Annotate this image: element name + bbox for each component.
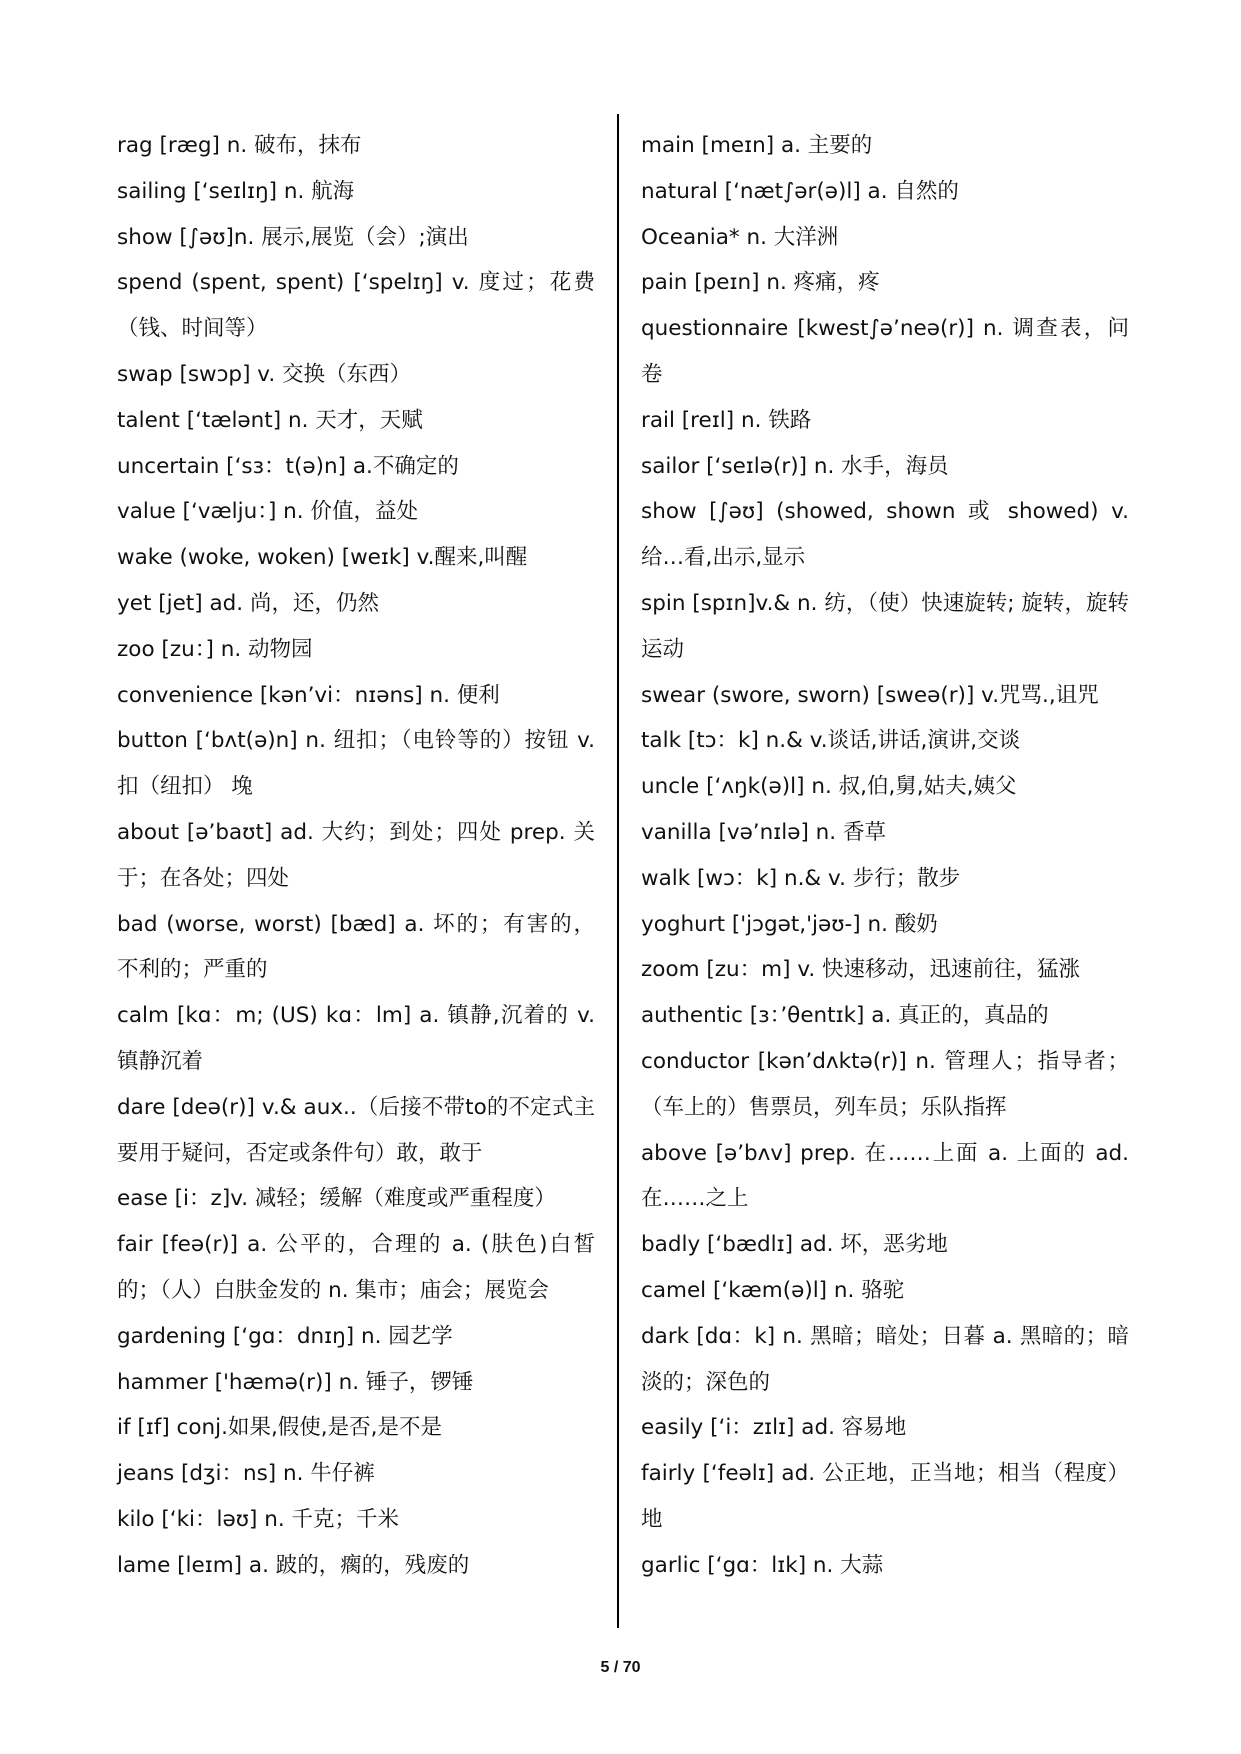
- vocab-entry: dark [dɑ：k] n. 黑暗；暗处；日暮 a. 黑暗的；暗淡的；深色的: [641, 1323, 1129, 1395]
- vocab-entry: uncle [‘ʌŋk(ə)l] n. 叔,伯,舅,姑夫,姨父: [641, 774, 1017, 800]
- vocab-entry: dare [deə(r)] v.& aux..（后接不带to的不定式主要用于疑问，否定或条件句）敢，敢于: [117, 1094, 595, 1166]
- right-column: [641, 123, 1129, 1589]
- vocab-entry: Oceania* n. 大洋洲: [641, 224, 839, 250]
- vocab-entry: swear (swore, sworn) [sweə(r)] v.咒骂.,诅咒: [641, 682, 1099, 708]
- vocab-entry: wake (woke, woken) [weɪk] v.醒来,叫醒: [117, 545, 528, 571]
- vocab-entry: show [∫əʊ] (showed, shown 或 showed) v. 给…看,出示,显示: [641, 499, 1129, 571]
- vocab-entry: vanilla [və’nɪlə] n. 香草: [641, 819, 886, 845]
- vocab-entry: bad (worse, worst) [bæd] a. 坏的；有害的，不利的；严重的: [117, 911, 595, 983]
- vocab-entry: hammer ['hæmə(r)] n. 锤子，锣锤: [117, 1369, 474, 1395]
- vocab-entry: button [‘bʌt(ə)n] n. 纽扣；（电铃等的）按钮 v. 扣（纽扣） 堍: [117, 728, 595, 800]
- vocab-entry: show [∫əʊ]n. 展示,展览（会）;演出: [117, 224, 469, 250]
- vocab-entry: fair [feə(r)] a. 公平的，合理的 a. (肤色)白皙的；（人）白肤金发的 n. 集市；庙会；展览会: [117, 1232, 595, 1303]
- vocab-entry: gardening [‘gɑ：dnɪŋ] n. 园艺学: [117, 1323, 453, 1349]
- vocab-entry: authentic [ɜ：’θentɪk] a. 真正的，真品的: [641, 1003, 1049, 1029]
- vocab-entry: camel [‘kæm(ə)l] n. 骆驼: [641, 1277, 905, 1303]
- vocab-entry: garlic [‘gɑ：lɪk] n. 大蒜: [641, 1552, 884, 1578]
- vocab-entry: yet [jet] ad. 尚，还，仍然: [117, 590, 379, 616]
- vocab-entry: talent [‘tælənt] n. 天才，天赋: [117, 407, 423, 433]
- vocab-entry: rail [reɪl] n. 铁路: [641, 407, 812, 433]
- page-number: 5 / 70: [600, 1659, 641, 1676]
- vocab-entry: zoom [zu：m] v. 快速移动，迅速前往，猛涨: [641, 957, 1081, 983]
- vocab-entry: value [‘vælju：] n. 价值，益处: [117, 499, 418, 525]
- vocab-entry: pain [peɪn] n. 疼痛，疼: [641, 270, 880, 296]
- vocab-entry: convenience [kən’vi：nɪəns] n. 便利: [117, 682, 500, 708]
- vocab-entry: walk [wɔ：k] n.& v. 步行；散步: [641, 865, 961, 891]
- vocab-entry: swap [swɔp] v. 交换（东西）: [117, 361, 412, 387]
- vocab-entry: zoo [zu：] n. 动物园: [117, 636, 313, 662]
- vocab-entry: questionnaire [kwest∫ə’neə(r)] n. 调查表，问卷: [641, 316, 1129, 387]
- vocab-entry: fairly [‘feəlɪ] ad. 公正地，正当地；相当（程度）地: [641, 1461, 1129, 1532]
- vocab-entry: about [ə’baʊt] ad. 大约；到处；四处 prep. 关于；在各处；四处: [117, 819, 595, 891]
- vocab-entry: badly [‘bædlɪ] ad. 坏，恶劣地: [641, 1232, 948, 1258]
- vocab-entry: above [ə’bʌv] prep. 在……上面 a. 上面的 ad. 在……之上: [641, 1140, 1129, 1212]
- vocab-entry: main [meɪn] a. 主要的: [641, 133, 873, 158]
- vocab-entry: easily [‘i：zɪlɪ] ad. 容易地: [641, 1415, 907, 1441]
- vocab-entry: natural [‘næt∫ər(ə)l] a. 自然的: [641, 178, 959, 204]
- vocab-entry: conductor [kən’dʌktə(r)] n. 管理人；指导者；（车上的）售票员，列车员；乐队指挥: [641, 1048, 1129, 1120]
- vocab-entry: rag [ræg] n. 破布，抹布: [117, 133, 362, 158]
- left-column: [117, 123, 595, 1589]
- vocab-entry: kilo [‘ki：ləʊ] n. 千克；千米: [117, 1506, 400, 1532]
- vocab-entry: calm [kɑ：m; (US) kɑ：lm] a. 镇静,沉着的 v. 镇静沉着: [117, 1003, 595, 1074]
- vocab-entry: uncertain [‘sɜ：t(ə)n] a.不确定的: [117, 453, 459, 479]
- vocab-entry: talk [tɔ：k] n.& v.谈话,讲话,演讲,交谈: [641, 728, 1021, 754]
- vocab-entry: lame [leɪm] a. 跛的，瘸的，残废的: [117, 1552, 470, 1578]
- vocab-entry: yoghurt ['jɔgət,'jəʊ-] n. 酸奶: [641, 911, 938, 937]
- vocab-entry: ease [i：z]v. 减轻；缓解（难度或严重程度）: [117, 1186, 556, 1212]
- vocab-entry: jeans [dʒi：ns] n. 牛仔裤: [117, 1461, 375, 1487]
- vocab-entry: spend (spent, spent) [‘spelɪŋ] v. 度过；花费（钱、时间等）: [117, 270, 595, 342]
- column-divider: [617, 114, 619, 1628]
- vocab-entry: spin [spɪn]v.& n. 纺，（使）快速旋转; 旋转，旋转运动: [641, 590, 1129, 662]
- vocab-entry: if [ɪf] conj.如果,假使,是否,是不是: [117, 1415, 442, 1441]
- vocab-entry: sailing [‘seɪlɪŋ] n. 航海: [117, 178, 355, 204]
- vocab-entry: sailor [‘seɪlə(r)] n. 水手，海员: [641, 453, 949, 479]
